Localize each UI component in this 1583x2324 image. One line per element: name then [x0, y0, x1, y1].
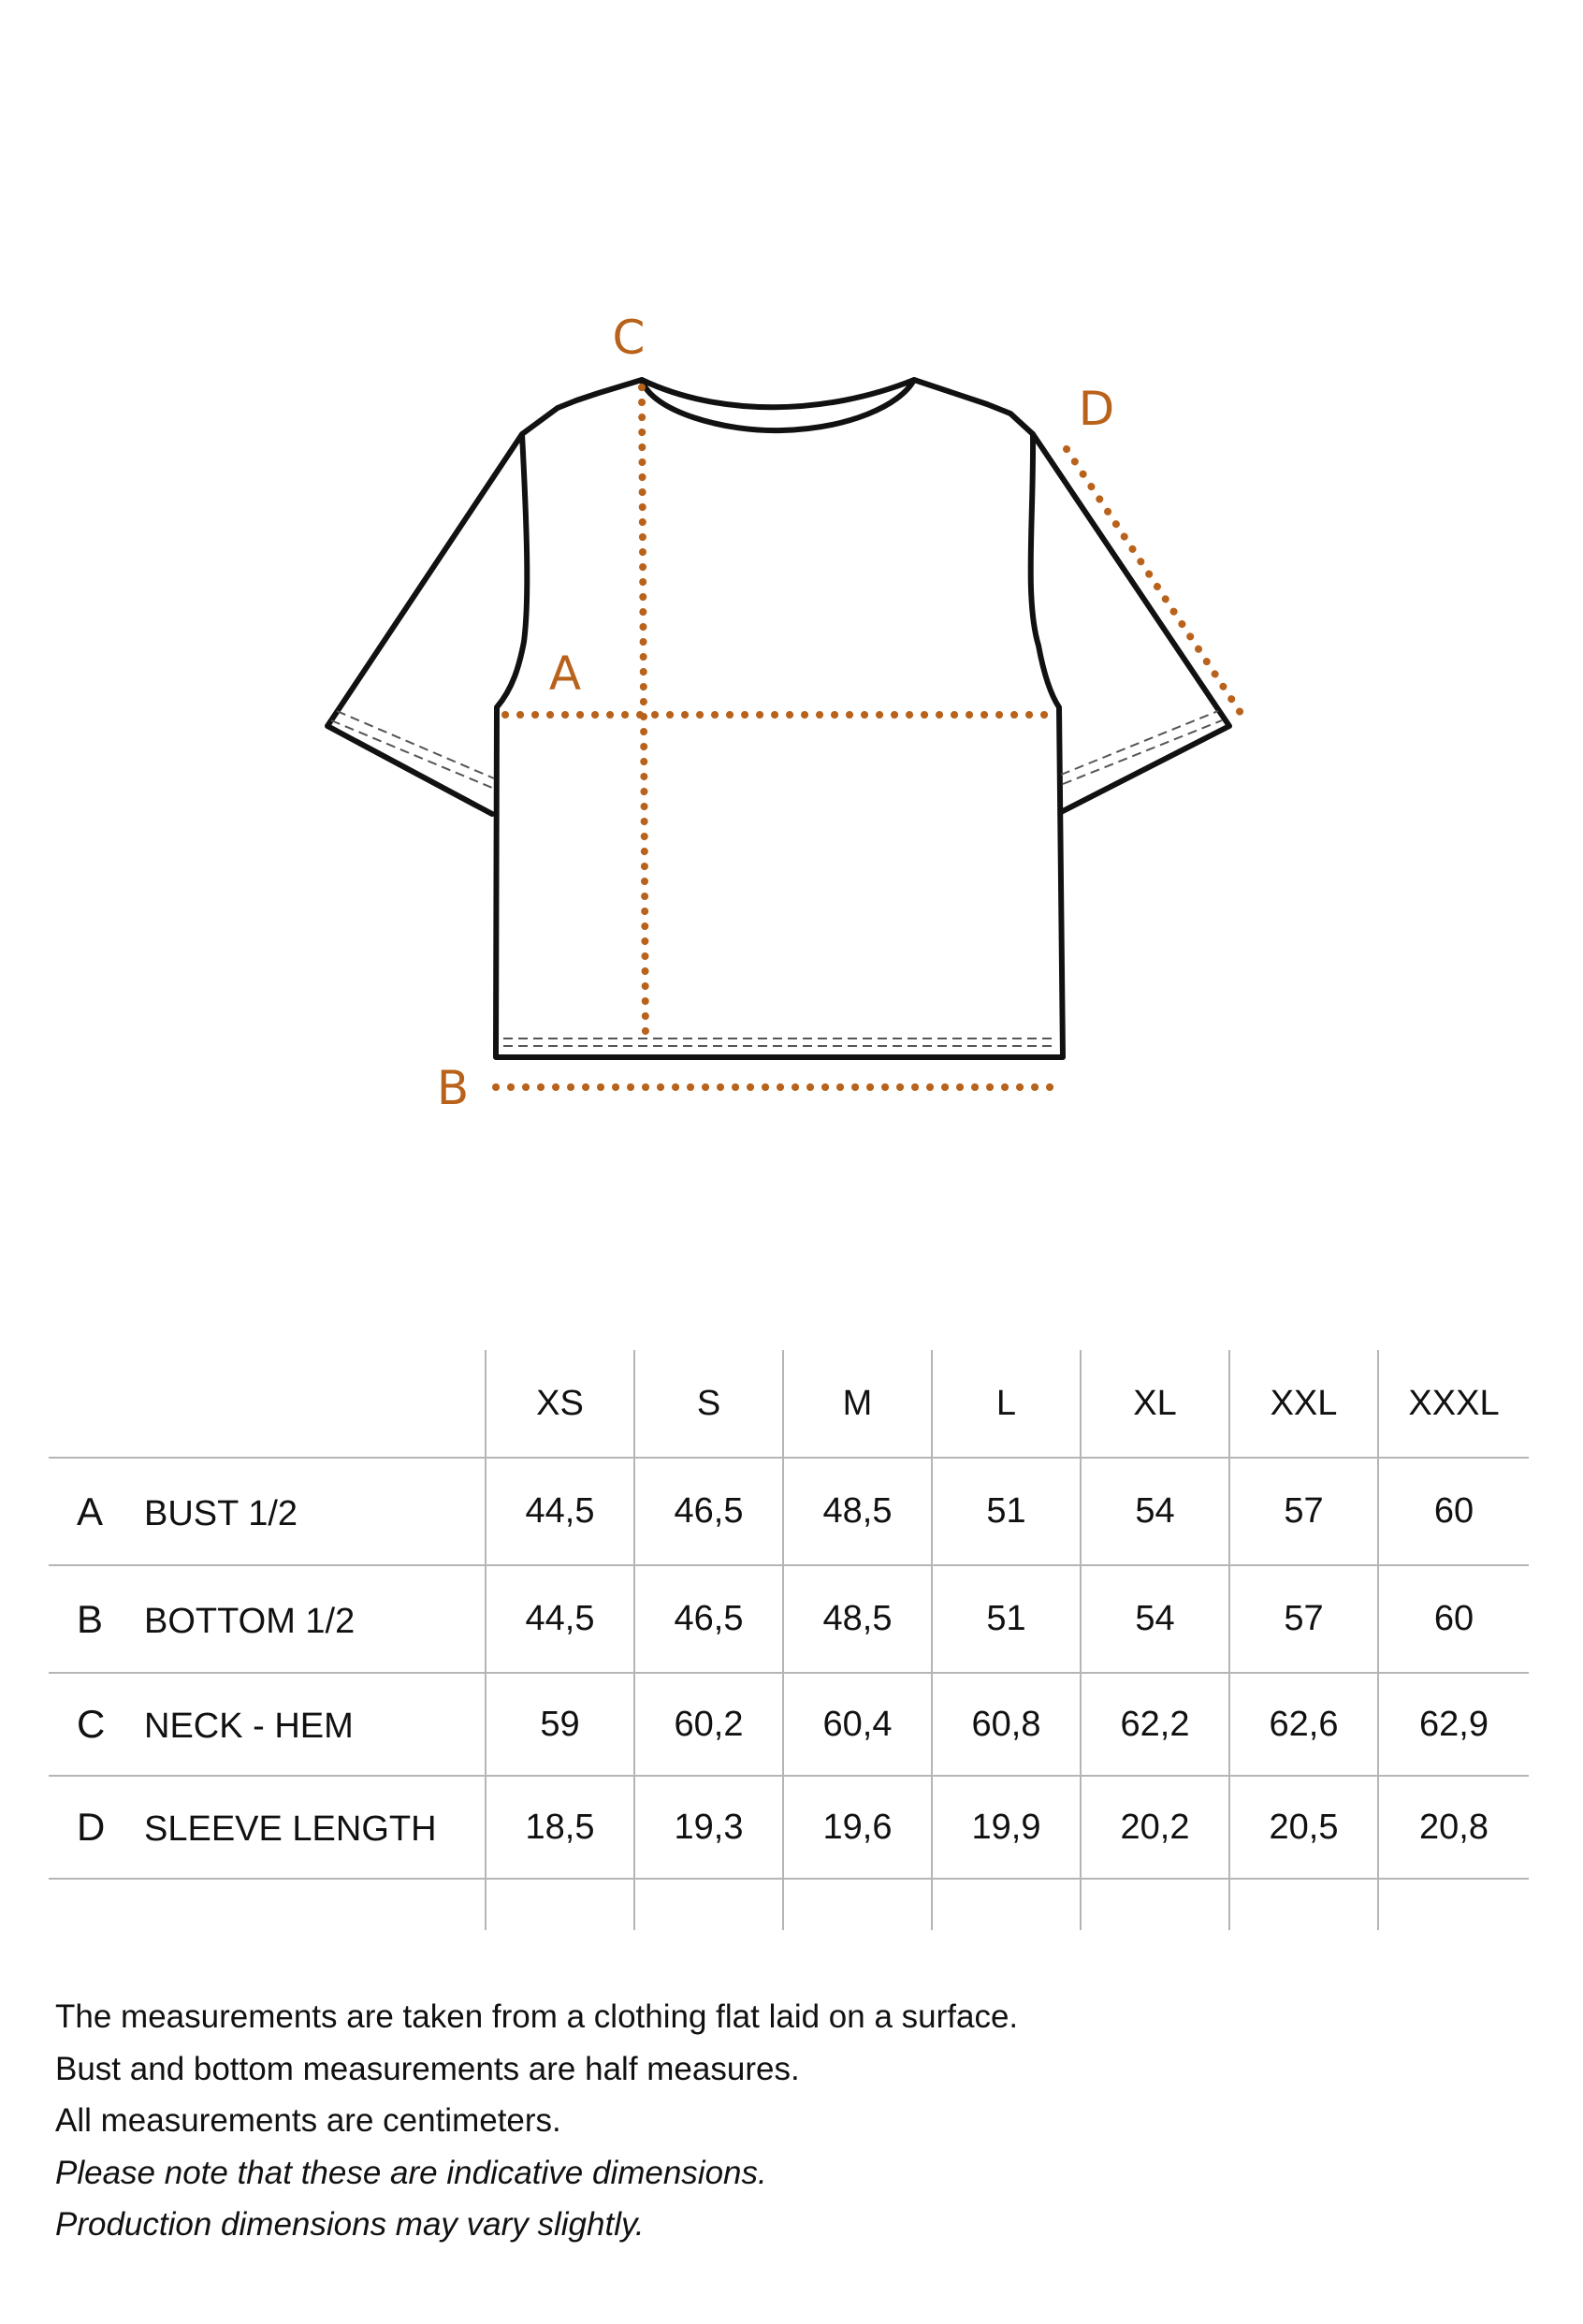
table-spacer-cell — [932, 1879, 1081, 1930]
stitch-lines — [331, 711, 1222, 1046]
size-header: XL — [1081, 1350, 1229, 1458]
size-header: XXXL — [1378, 1350, 1529, 1458]
measurement-code: A — [77, 1489, 104, 1533]
table-cell: 60,4 — [783, 1673, 932, 1776]
table-cell: 20,2 — [1081, 1776, 1229, 1879]
table-cell: 48,5 — [783, 1458, 932, 1565]
table-footer-row — [49, 1879, 1529, 1930]
table-cell: 62,6 — [1229, 1673, 1378, 1776]
table-cell: 54 — [1081, 1565, 1229, 1673]
measure-line-c — [642, 387, 646, 1044]
measurement-name: BUST 1/2 — [144, 1493, 298, 1533]
table-spacer-cell — [1378, 1879, 1529, 1930]
tshirt-body — [496, 380, 1063, 1057]
table-cell: 44,5 — [486, 1458, 634, 1565]
table-cell: 19,3 — [634, 1776, 783, 1879]
table-row — [49, 1776, 1529, 1879]
table-spacer-cell — [486, 1879, 634, 1930]
size-header: XXL — [1229, 1350, 1378, 1458]
table-cell: 59 — [486, 1673, 634, 1776]
table-cell: 51 — [932, 1458, 1081, 1565]
table-cell: 46,5 — [634, 1458, 783, 1565]
table-cell: 20,5 — [1229, 1776, 1378, 1879]
label-a: A — [548, 646, 582, 701]
tshirt-outline — [327, 380, 1229, 1057]
table-cell: 60,8 — [932, 1673, 1081, 1776]
measurement-code: D — [77, 1805, 106, 1849]
table-spacer-cell — [1081, 1879, 1229, 1930]
table-spacer-cell — [49, 1879, 486, 1930]
label-c: C — [612, 311, 646, 365]
right-cuff-stitch-2 — [1063, 720, 1222, 784]
size-header: XS — [486, 1350, 634, 1458]
measurement-name: NECK - HEM — [144, 1707, 354, 1746]
table-cell: 19,6 — [783, 1776, 932, 1879]
table-spacer-cell — [634, 1879, 783, 1930]
measurement-code: C — [77, 1702, 106, 1746]
note-line: Bust and bottom measurements are half measures. — [55, 2050, 800, 2087]
measurement-name: BOTTOM 1/2 — [144, 1601, 356, 1641]
measurement-label — [49, 1776, 486, 1879]
note-line-italic: Please note that these are indicative dimensions. — [55, 2154, 767, 2191]
note-line: The measurements are taken from a clothing flat laid on a surface. — [55, 1998, 1019, 2035]
table-cell: 20,8 — [1378, 1776, 1529, 1879]
measure-line-d — [1067, 449, 1244, 719]
table-spacer-cell — [1229, 1879, 1378, 1930]
table-cell: 46,5 — [634, 1565, 783, 1673]
size-header: L — [932, 1350, 1081, 1458]
size-header: M — [783, 1350, 932, 1458]
table-spacer-cell — [783, 1879, 932, 1930]
table-row — [49, 1458, 1529, 1565]
header-corner — [49, 1350, 486, 1458]
size-chart-table — [49, 1350, 1529, 1930]
table-cell: 60 — [1378, 1458, 1529, 1565]
table-cell: 44,5 — [486, 1565, 634, 1673]
table-row — [49, 1673, 1529, 1776]
table-cell: 51 — [932, 1565, 1081, 1673]
table-cell: 48,5 — [783, 1565, 932, 1673]
left-sleeve — [327, 434, 522, 814]
table-cell: 62,9 — [1378, 1673, 1529, 1776]
measurement-name: SLEEVE LENGTH — [144, 1809, 437, 1849]
note-line-italic: Production dimensions may vary slightly. — [55, 2206, 645, 2243]
table-cell: 18,5 — [486, 1776, 634, 1879]
table-cell: 62,2 — [1081, 1673, 1229, 1776]
label-d: D — [1078, 382, 1115, 436]
note-line: All measurements are centimeters. — [55, 2102, 561, 2139]
table-cell: 19,9 — [932, 1776, 1081, 1879]
table-cell: 60,2 — [634, 1673, 783, 1776]
measure-lines — [496, 387, 1244, 1087]
size-header-row — [49, 1350, 1529, 1458]
measurement-label — [49, 1458, 486, 1565]
measurement-label — [49, 1565, 486, 1673]
measurement-notes — [55, 1991, 1018, 2251]
table-cell: 57 — [1229, 1458, 1378, 1565]
table-cell: 60 — [1378, 1565, 1529, 1673]
size-header: S — [634, 1350, 783, 1458]
measurement-label — [49, 1673, 486, 1776]
table-cell: 57 — [1229, 1565, 1378, 1673]
measurement-code: B — [77, 1596, 104, 1641]
table-cell: 54 — [1081, 1458, 1229, 1565]
left-cuff-stitch-2 — [331, 720, 492, 788]
table-row — [49, 1565, 1529, 1673]
label-b: B — [436, 1061, 470, 1115]
